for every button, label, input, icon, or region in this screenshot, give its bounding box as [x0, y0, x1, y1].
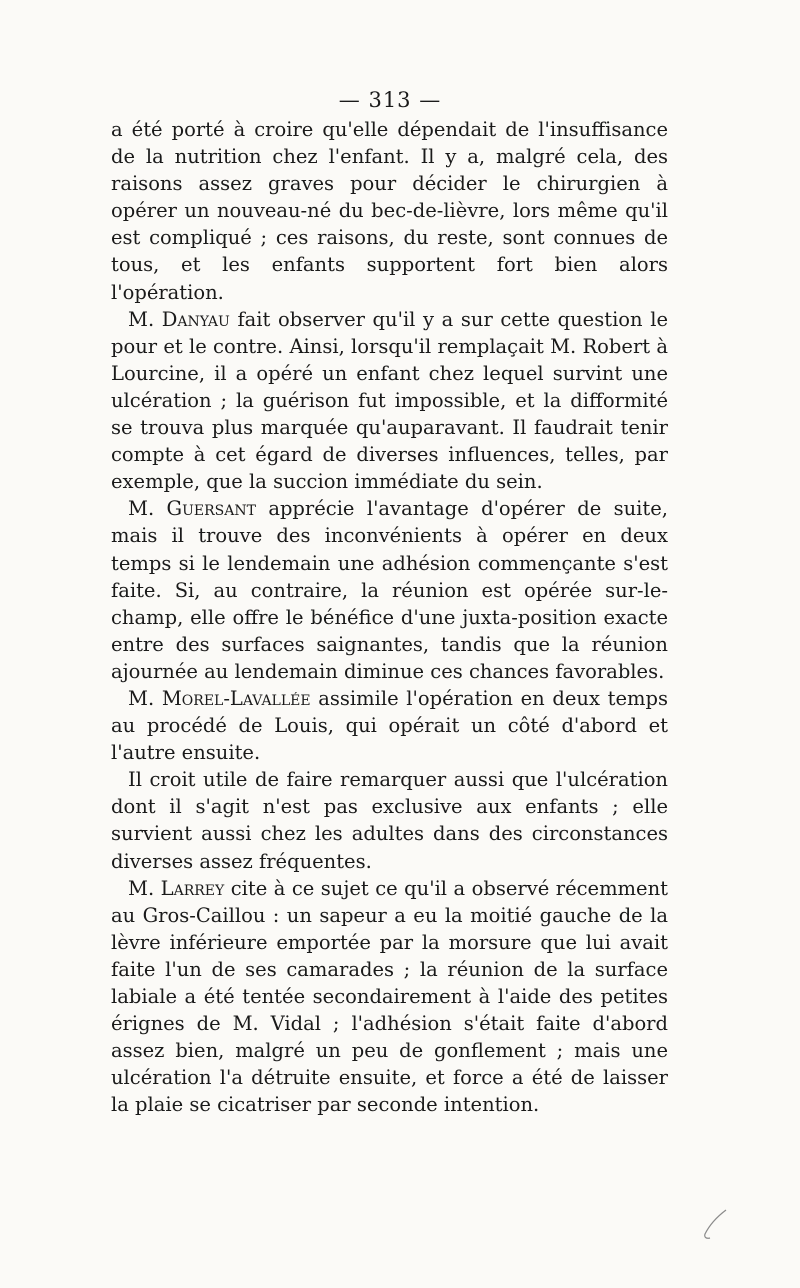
paragraph-2	[111, 306, 668, 496]
text-block	[111, 116, 668, 1118]
paragraph-1-text: a été porté à croire qu'elle dépendait de l'insuffisance de la nutrition chez l'enfant. Il y a, malgré cela, des raisons assez graves pour décider le chirurgien à opérer un nouveau-né du bec-de-lièvre, lors même qu'il est compliqué ; ces raisons, du reste, sont connues de tous, et les enfants supportent fort bien alors l'opération.	[111, 118, 668, 304]
speaker-name-morel-lavallee: Morel-Lavallée	[161, 686, 311, 710]
paragraph-6	[111, 875, 668, 1119]
paragraph-5	[111, 766, 668, 874]
pencil-mark-icon	[700, 1208, 730, 1242]
speaker-name-guersant: Guersant	[166, 497, 256, 521]
speaker-prefix: M.	[128, 686, 162, 710]
paragraph-2-text: fait observer qu'il y a sur cette question le pour et le contre. Ainsi, lorsqu'il remplaçait M. Robert à Lourcine, il a opéré un enfant chez lequel survint une ulcération ; la guérison fut impossible, et la difformité se trouva plus marquée qu'auparavant. Il faudrait tenir compte à cet égard de diverses influences, telles, par exemple, que la succion immédiate du sein.	[111, 307, 668, 494]
speaker-prefix: M.	[128, 876, 161, 900]
paragraph-4-text: assimile l'opération en deux temps au procédé de Louis, qui opérait un côté d'abord et l'autre ensuite.	[111, 686, 668, 765]
speaker-prefix: M.	[128, 497, 167, 521]
paragraph-6-text: cite à ce sujet ce qu'il a observé récemment au Gros-Caillou : un sapeur a eu la moitié gauche de la lèvre inférieure emportée par la morsure que lui avait faite l'un de ses camarades ; la réunion de la surface labiale a été tentée secondairement à l'aide des petites érignes de M. Vidal ; l'adhésion s'était faite d'abord assez bien, malgré un peu de gonflement ; mais une ulcération l'a détruite ensuite, et force a été de laisser la plaie se cicatriser par seconde intention.	[111, 876, 668, 1117]
speaker-prefix: M.	[128, 307, 162, 331]
speaker-name-larrey: Larrey	[160, 876, 225, 900]
paragraph-4	[111, 685, 668, 766]
paragraph-5-text: Il croit utile de faire remarquer aussi que l'ulcération dont il s'agit n'est pas exclusive aux enfants ; elle survient aussi chez les adultes dans des circonstances diverses assez fréquentes.	[111, 768, 668, 873]
paragraph-3-text: apprécie l'avantage d'opérer de suite, mais il trouve des inconvénients à opérer en deux temps si le lendemain une adhésion commençante s'est faite. Si, au contraire, la réunion est opérée sur-le-champ, elle offre le bénéfice d'une juxta-position exacte entre des surfaces saignantes, tandis que la réunion ajournée au lendemain diminue ces chances favorables.	[111, 497, 668, 683]
speaker-name-danyau: Danyau	[161, 307, 230, 331]
page-number: — 313 —	[338, 88, 442, 112]
paragraph-3	[111, 495, 668, 685]
paragraph-1	[111, 116, 668, 306]
